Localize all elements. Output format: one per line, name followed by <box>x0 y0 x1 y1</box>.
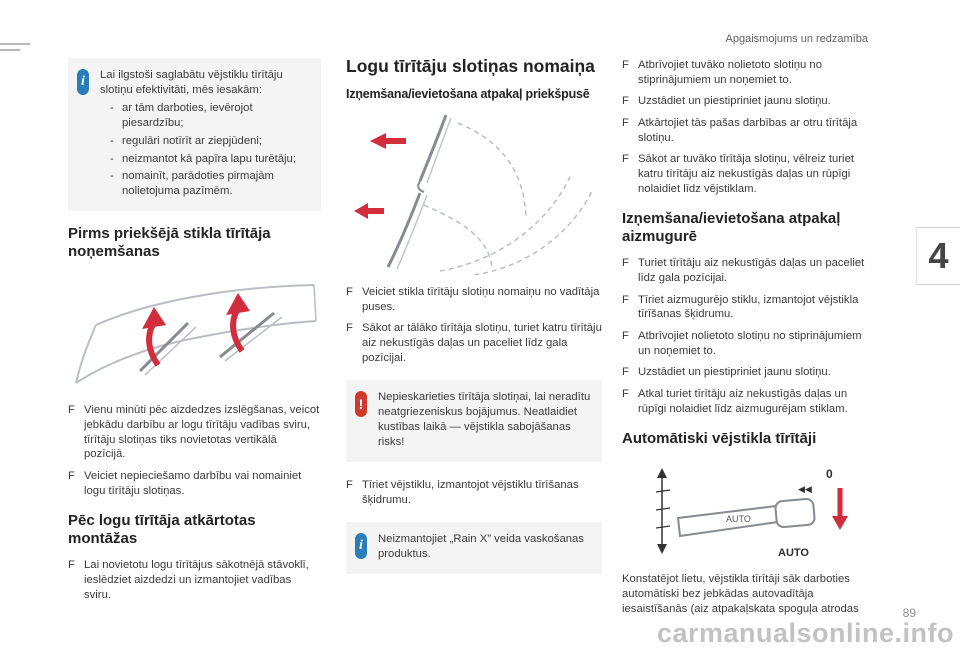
bullet-text: Tīriet aizmugurējo stiklu, izmantojot vējstikla tīrīšanas šķidrumu. <box>638 293 859 321</box>
arrow-bullet-glyph: F <box>622 59 629 71</box>
washer-symbol: ◀◀ <box>798 484 812 495</box>
dash-bullet: - <box>110 134 114 147</box>
instruction-bullet <box>622 256 874 285</box>
instruction-bullet <box>622 329 874 358</box>
stalk-position-zero-label: 0 <box>826 467 833 482</box>
info-icon: i <box>77 69 89 95</box>
instruction-bullet <box>622 293 874 322</box>
instruction-bullet <box>346 321 602 365</box>
middle-column <box>346 56 602 574</box>
section-heading-refit: Pēc logu tīrītāja atkārtotas montāžas <box>68 512 256 548</box>
bullet-text: Sākot ar tuvāko tīrītāja slotiņu, vēlreiz turiet katru tīrītāju aiz nekustīgās daļas un rūpīgi nolaidiet līdz vējstiklam. <box>638 153 854 195</box>
list-item <box>100 134 313 149</box>
arrow-bullet-glyph: F <box>622 95 629 108</box>
bullet-text: Atbrīvojiet nolietoto slotiņu no stiprinājumiem un noņemiet to. <box>638 330 862 357</box>
instruction-bullet <box>622 58 874 87</box>
wiper-blade-removal-illustration <box>354 109 594 275</box>
chapter-number: 4 <box>928 235 949 276</box>
info-box <box>68 58 321 211</box>
arrow-bullet-glyph: F <box>346 286 353 298</box>
bullet-text: Lai novietotu logu tīrītājus sākotnējā stāvoklī, ieslēdziet aizdedzi un izmantojiet vadības sviru. <box>84 559 309 601</box>
arrow-bullet-glyph: F <box>622 366 629 379</box>
dash-bullet: - <box>110 152 114 165</box>
section-heading-rear: Izņemšana/ievietošana atpakaļ aizmugurē <box>622 210 841 246</box>
info-box-intro: Lai ilgstoši saglabātu vējstiklu tīrītāju slotiņu efektivitāti, mēs iesakām: <box>100 69 283 96</box>
bullet-text: Uzstādiet un piestipriniet jaunu slotiņu. <box>638 95 831 108</box>
instruction-bullet <box>622 365 874 380</box>
section-heading-auto-wipers: Automātiski vējstikla tīrītāji <box>622 430 817 448</box>
arrow-bullet-glyph: F <box>622 330 629 343</box>
info-box-rainx <box>346 522 602 574</box>
warning-text: Nepieskarieties tīrītāja slotiņai, lai neradītu neatgriezeniskus bojājumus. Neatlaidiet kustības laikā — vējstikla sabojāšanas risks! <box>378 391 591 449</box>
bullet-text: Sākot ar tālāko tīrītāja slotiņu, turiet katru tīrītāju aiz nekustīgās daļas un paceliet līdz gala pozīcijai. <box>362 322 602 364</box>
arrow-bullet-glyph: F <box>68 559 75 572</box>
instruction-bullet <box>68 403 321 462</box>
warning-box <box>346 380 602 462</box>
stalk-auto-ring-label: AUTO <box>726 514 751 525</box>
instruction-bullet <box>622 116 874 145</box>
instruction-bullet <box>346 285 602 314</box>
list-item <box>100 152 313 167</box>
arrow-bullet-glyph: F <box>622 293 629 306</box>
instruction-bullet <box>622 152 874 196</box>
info-icon: i <box>355 533 367 559</box>
bullet-text: Vienu minūti pēc aizdedzes izslēgšanas, veicot jebkādu darbību ar logu tīrītāju vadības sviru, tīrītāju slotiņas tiks novietotas vertikālā pozīcijā. <box>84 404 320 461</box>
instruction-bullet <box>68 558 321 602</box>
bullet-text: Turiet tīrītāju aiz nekustīgās daļas un paceliet līdz gala pozīcijai. <box>638 257 865 285</box>
left-column <box>68 58 321 609</box>
instruction-bullet <box>68 469 321 498</box>
list-item <box>100 101 313 131</box>
list-item-text: ar tām darboties, ievērojot piesardzību; <box>122 101 253 129</box>
front-wipers-illustration <box>70 271 320 393</box>
stalk-auto-label: AUTO <box>778 547 809 560</box>
warning-icon: ! <box>355 391 367 417</box>
arrow-bullet-glyph: F <box>622 117 629 130</box>
instruction-bullet <box>346 478 602 507</box>
subheading-front: Izņemšana/ievietošana atpakaļ priekšpusē <box>346 87 590 101</box>
arrow-bullet-glyph: F <box>622 153 629 166</box>
bullet-text: Tīriet vējstiklu, izmantojot vējstiklu tīrīšanas šķidrumu. <box>362 478 579 506</box>
list-item-text: regulāri notīrīt ar ziepjūdeni; <box>122 134 263 147</box>
print-mark <box>0 49 20 51</box>
arrow-bullet-glyph: F <box>346 478 353 491</box>
instruction-bullet <box>622 387 874 416</box>
bullet-text: Atkārtojiet tās pašas darbības ar otru tīrītāja slotiņu. <box>638 117 858 144</box>
page-number: 89 <box>902 606 916 620</box>
running-header: Apgaismojums un redzamība <box>725 33 868 45</box>
arrow-bullet-glyph: F <box>68 469 75 482</box>
list-item-text: neizmantot kā papīra lapu turētāju; <box>122 152 296 165</box>
arrow-bullet-glyph: F <box>622 257 629 270</box>
watermark: carmanualsonline.info <box>656 618 954 648</box>
dash-bullet: - <box>110 170 114 183</box>
arrow-bullet-glyph: F <box>622 388 629 401</box>
arrow-bullet-glyph: F <box>68 404 75 417</box>
dash-bullet: - <box>110 101 114 114</box>
auto-wipers-paragraph: Konstatējot lietu, vējstikla tīrītāji sāk darboties automātiski bez jebkādas autovadītāja iesaistīšanās (aiz atpakaļskata spoguļa atrodas <box>622 573 859 616</box>
page-title: Logu tīrītāju slotiņas nomaiņa <box>346 56 595 76</box>
chapter-tab <box>916 227 960 285</box>
instruction-bullet <box>622 94 874 109</box>
list-item <box>100 169 313 199</box>
bullet-text: Atkal turiet tīrītāju aiz nekustīgās daļas un rūpīgi nolaidiet līdz aizmugurējam stiklam. <box>638 388 848 415</box>
arrow-bullet-glyph: F <box>346 322 353 335</box>
bullet-text: Veiciet stikla tīrītāju slotiņu nomaiņu no vadītāja puses. <box>362 286 600 313</box>
bullet-text: Veiciet nepieciešamo darbību vai nomainiet logu tīrītāju slotiņas. <box>84 469 302 497</box>
bullet-text: Uzstādiet un piestipriniet jaunu slotiņu. <box>638 366 831 379</box>
bullet-text: Atbrīvojiet tuvāko nolietoto slotiņu no stiprinājumiem un noņemiet to. <box>638 59 822 86</box>
print-mark <box>0 43 30 45</box>
section-heading-before-removal: Pirms priekšējā stikla tīrītāja noņemšanas <box>68 225 271 261</box>
list-item-text: nomainīt, parādoties pirmajām nolietojuma pazīmēm. <box>122 170 274 198</box>
right-column <box>622 58 874 617</box>
wiper-stalk-illustration <box>638 458 858 562</box>
info-text: Neizmantojiet „Rain X” veida vaskošanas produktus. <box>378 533 584 561</box>
